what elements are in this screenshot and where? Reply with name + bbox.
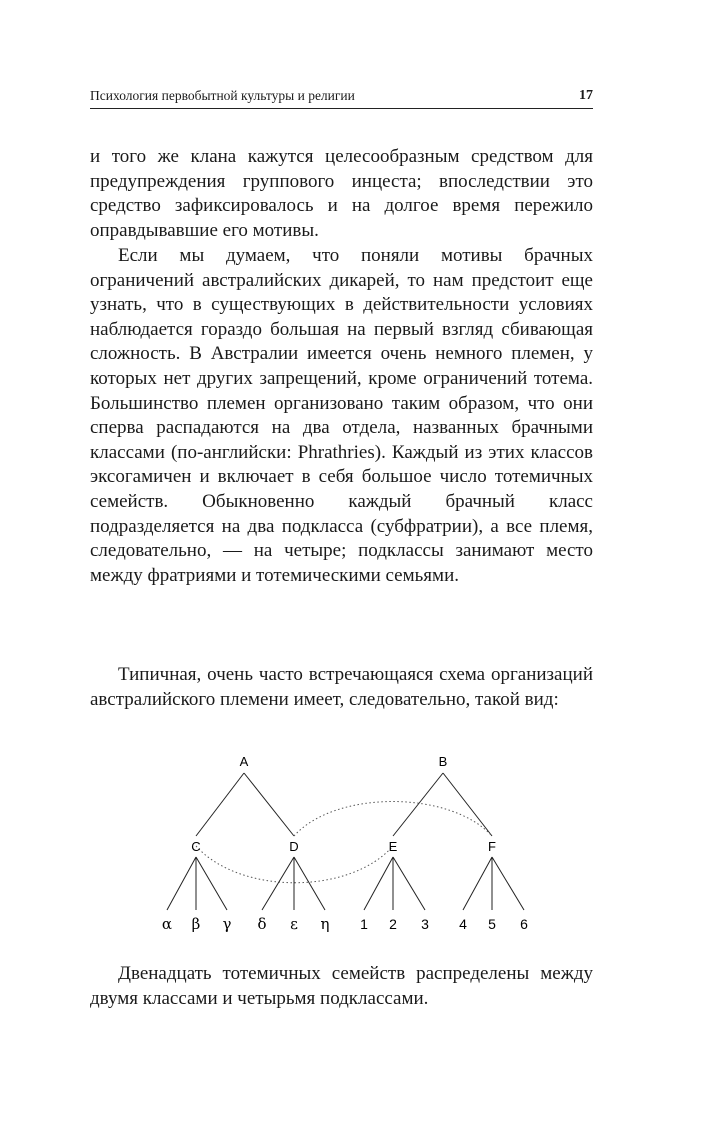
- totem-label: 3: [421, 916, 429, 932]
- totem-label: γ: [222, 915, 232, 933]
- subclass-label-d: D: [289, 839, 299, 854]
- class-label-a: A: [239, 754, 249, 769]
- running-head: [90, 88, 593, 104]
- totem-label: α: [161, 915, 173, 933]
- subclass-label-f: F: [488, 839, 496, 854]
- class-branches: [196, 773, 492, 836]
- subclass-label-c: C: [191, 839, 201, 854]
- paragraph-4: Двенадцать тотемичных семейств распределены между двумя классами и четырьмя подклассами.: [90, 963, 593, 1009]
- tribe-organization-diagram: [0, 740, 709, 950]
- header-rule: [90, 108, 593, 109]
- class-label-b: B: [438, 754, 448, 769]
- running-title: Психология первобытной культуры и религии: [90, 88, 355, 103]
- page-number: 17: [579, 88, 593, 103]
- subclass-connectors: [196, 802, 492, 883]
- subclass-branches: [167, 857, 524, 910]
- totem-label: β: [191, 915, 201, 933]
- totem-label: 4: [459, 916, 467, 932]
- totem-label: η: [320, 915, 330, 933]
- subclass-label-e: E: [388, 839, 398, 854]
- paragraph-2: Если мы думаем, что поняли мотивы брачных ограничений австралийских дикарей, то нам предстоит еще узнать, что в существующих в действительности условиях наблюдается гораздо большая на первый взгляд сбивающая сложность. В Австралии имеется очень немного племен, у которых нет других запрещений, кроме ограничений тотема. Большинство племен организовано таким образом, что они сперва распадаются на два отдела, названных брачными классами (по-английски: Phrathries). Каждый из этих классов эксогамичен и включает в себя большое число тотемичных семейств. Обыкновенно каждый брачный класс подразделяется на два подкласса (субфратрии), а все племя, следовательно, — на четыре; подклассы занимают место между фратриями и тотемическими семьями.: [90, 245, 593, 586]
- totem-label: 2: [389, 916, 397, 932]
- totem-label: ε: [290, 915, 298, 933]
- totem-label: δ: [257, 915, 267, 933]
- paragraph-3: Типичная, очень часто встречающаяся схема организаций австралийского племени имеет, следовательно, такой вид:: [90, 664, 593, 710]
- totem-label: 1: [360, 916, 368, 932]
- totem-label: 5: [488, 916, 496, 932]
- paragraph-1: и того же клана кажутся целесообразным средством для предупреждения группового инцеста; впоследствии это средство зафиксировалось и на долгое время пережило оправдывавшие его мотивы.: [90, 146, 593, 241]
- totem-label: 6: [520, 916, 528, 932]
